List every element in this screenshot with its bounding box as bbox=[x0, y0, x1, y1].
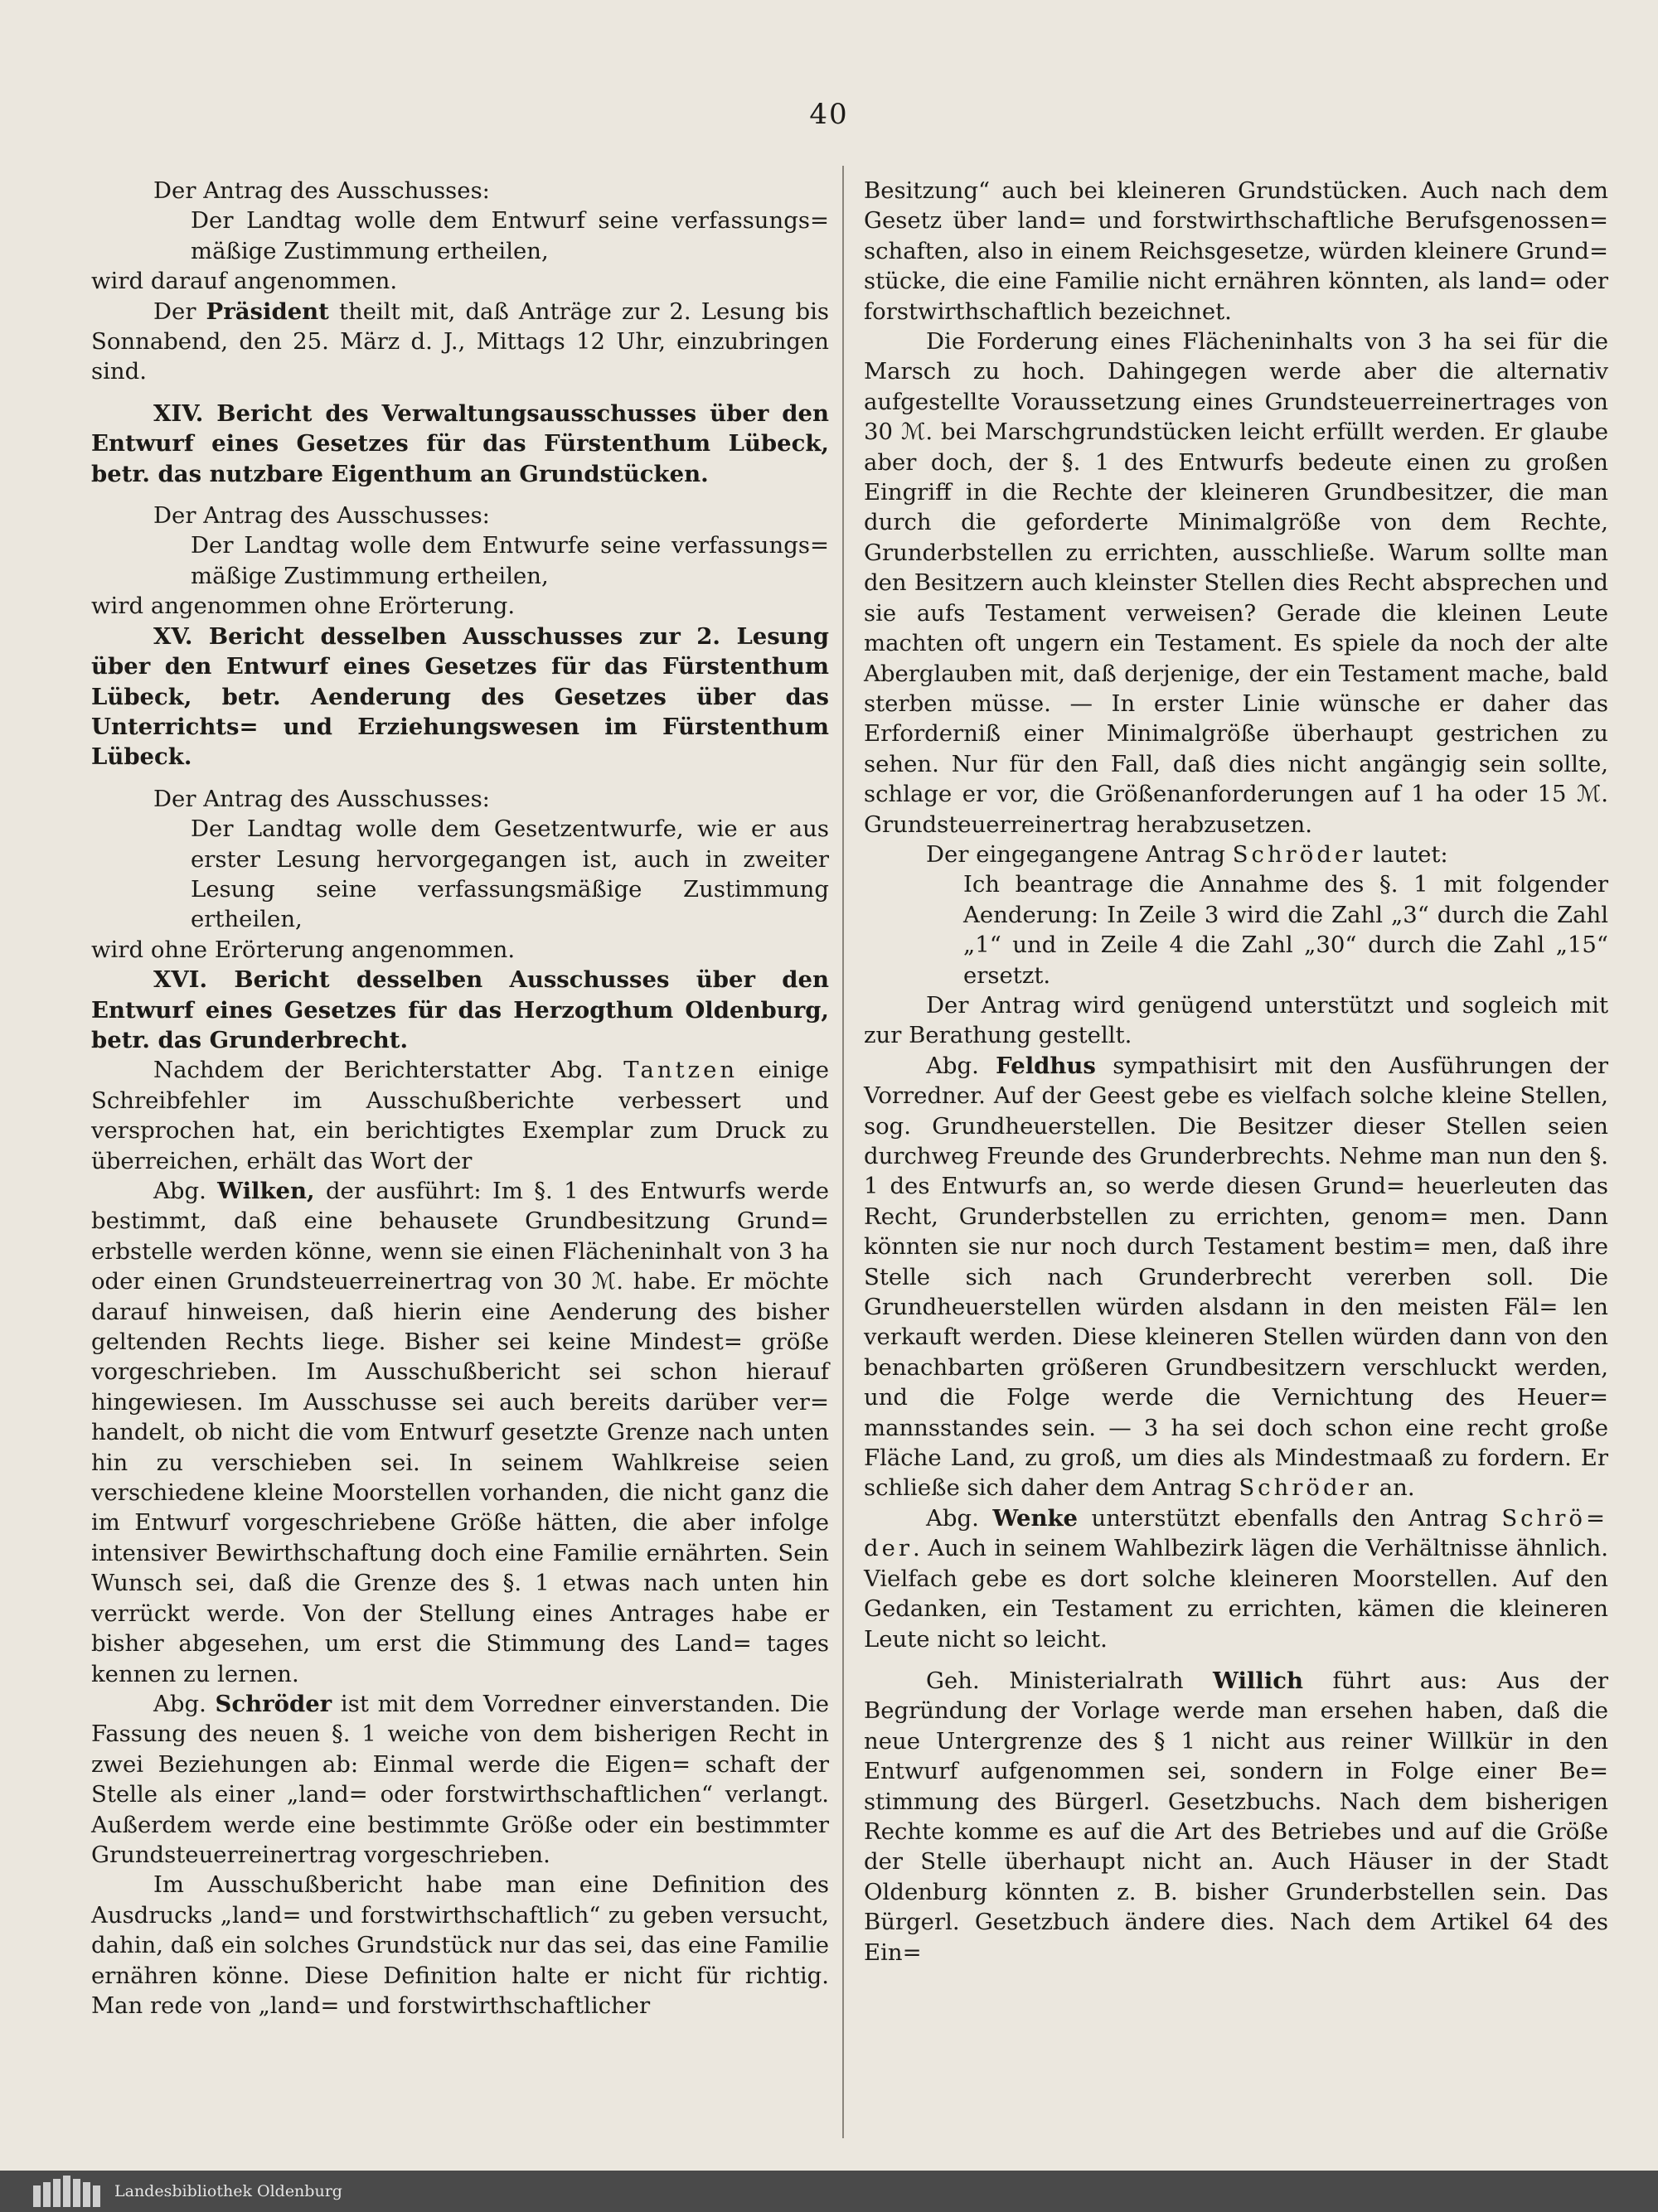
quoted-motion: Der Landtag wolle dem Entwurf seine verfassungs= mäßige Zustimmung ertheilen, bbox=[191, 207, 829, 264]
speaker-name: Präsident bbox=[206, 298, 329, 325]
paragraph: Der eingegangene Antrag Schröder lautet: bbox=[926, 840, 1448, 868]
paragraph: wird ohne Erörterung angenommen. bbox=[91, 936, 516, 963]
library-building-icon bbox=[33, 2176, 103, 2207]
paragraph: Der Präsident theilt mit, daß Anträge zur 2. Lesung bis Sonnabend, den 25. März d. J., Mittags 12 Uhr, einzubringen sind. bbox=[91, 298, 829, 385]
paragraph: Geh. Ministerialrath Willich führt aus: Aus der Begründung der Vorlage werde man ersehen haben, daß die neue Untergrenze des § 1 nicht aus reiner Willkür in den Entwurf aufgenommen sei, sondern in Folge einer Be= stimmung des Bürgerl. Gesetzbuchs. Nach dem bisherigen Rechte komme es auf die Art des Betriebes und auf die Größe der Stelle überhaupt nicht an. Auch Häuser in der Stadt Oldenburg könnten z. B. bisher Grunderbstellen sein. Das Bürgerl. Gesetzbuch ändere dies. Nach dem Artikel 64 des Ein= bbox=[864, 1667, 1608, 1966]
paragraph: Nachdem der Berichterstatter Abg. Tantzen einige Schreibfehler im Ausschußberichte verbessert und versprochen hat, ein berichtigtes Exemplar zum Druck zu überreichen, erhält das Wort der bbox=[91, 1057, 829, 1174]
speaker-name: Tantzen bbox=[623, 1057, 739, 1084]
section-heading: XV. Bericht desselben Ausschusses zur 2. Lesung über den Entwurf eines Gesetzes für das Fürstenthum Lübeck, betr. Aenderung des Gesetzes über das Unterrichts= und Erziehungswesen im Fürstenthum Lübeck. bbox=[91, 622, 829, 771]
paragraph: Im Ausschußbericht habe man eine Definition des Ausdrucks „land= und forstwirthschaftlich“ zu geben versucht, dahin, daß ein solches Grundstück nur das sei, das eine Familie ernähren könne. Diese Definition halte er nicht für richtig. Man rede von „land= und forstwirthschaftlicher bbox=[91, 1871, 829, 2019]
left-column bbox=[91, 176, 829, 2021]
page-number: 40 bbox=[809, 98, 849, 131]
paragraph: Abg. Feldhus sympathisirt mit den Ausführungen der Vorredner. Auf der Geest gebe es vielfach solche kleine Stellen, sog. Grundheuerstellen. Die Besitzer dieser Stellen seien durchweg Freunde des Grunderbrechts. Nehme man nun den §. 1 des Entwurfs an, so werde diesen Grund= heuerleuten das Recht, Grunderbstellen zu errichten, genom= men. Dann könnten sie nur noch durch Testament bestim= men, daß ihre Stelle sich nach Grunderbrecht vererben soll. Die Grundheuerstellen würden alsdann in den meisten Fäl= len verkauft werden. Diese kleineren Stellen würden dann von den benachbarten größeren Grundbesitzern verschluckt werden, und die Folge werde die Vernichtung des Heuer= mannsstandes sein. — 3 ha sei doch schon eine recht große Fläche Land, zu groß, um dies als Mindestmaaß zu fordern. Er schließe sich daher dem Antrag Schröder an. bbox=[864, 1052, 1608, 1502]
speaker-name: Schrö= der bbox=[864, 1504, 1609, 1562]
quoted-motion: Der Landtag wolle dem Gesetzentwurfe, wie er aus erster Lesung hervorgegangen ist, auch in zweiter Lesung seine verfassungsmäßige Zustimmung ertheilen, bbox=[191, 816, 829, 933]
paragraph: Der Antrag des Ausschusses: bbox=[153, 502, 490, 530]
speaker-name: Wilken, bbox=[217, 1178, 315, 1204]
quoted-motion: Der Landtag wolle dem Entwurfe seine verfassungs= mäßige Zustimmung ertheilen, bbox=[191, 532, 829, 589]
footer-bar bbox=[0, 2171, 1658, 2212]
speaker-name: Wenke bbox=[992, 1504, 1078, 1532]
quoted-motion: Ich beantrage die Annahme des §. 1 mit folgender Aenderung: In Zeile 3 wird die Zahl „3“ durch die Zahl „1“ und in Zeile 4 die Zahl „30“ durch die Zahl „15“ ersetzt. bbox=[963, 871, 1608, 989]
paragraph: Abg. Wenke unterstützt ebenfalls den Antrag Schrö= der. Auch in seinem Wahlbezirk lägen die Verhältnisse ähnlich. Vielfach gebe es dort solche kleineren Moorstellen. Auf den Gedanken, ein Testament zu errichten, kämen die kleineren Leute nicht so leicht. bbox=[864, 1504, 1609, 1653]
section-heading: XVI. Bericht desselben Ausschusses über den Entwurf eines Gesetzes für das Herzogthum Oldenburg, betr. das Grunderbrecht. bbox=[91, 966, 829, 1053]
paragraph: Der Antrag wird genügend unterstützt und sogleich mit zur Berathung gestellt. bbox=[864, 991, 1608, 1049]
paragraph: Abg. Wilken, der ausführt: Im §. 1 des Entwurfs werde bestimmt, daß eine behausete Grundbesitzung Grund= erbstelle werden könne, wenn sie einen Flächeninhalt von 3 ha oder einen Grundsteuerreinertrag von 30 ℳ. habe. Er möchte darauf hinweisen, daß hierin eine Aenderung des bisher geltenden Rechts liege. Bisher sei keine Mindest= größe vorgeschrieben. Im Ausschußbericht sei schon hierauf hingewiesen. Im Ausschusse sei auch bereits darüber ver= handelt, ob nicht die vom Entwurf gesetzte Grenze nach unten hin zu verschieben sei. In seinem Wahlkreise seien verschiedene kleine Moorstellen vorhanden, die nicht ganz die im Entwurf vorgeschriebene Größe hätten, die aber infolge intensiver Bewirthschaftung doch eine Familie ernährten. Sein Wunsch sei, daß die Grenze des §. 1 etwas nach unten hin verrückt werde. Von der Stellung eines Antrages habe er bisher abgesehen, um erst die Stimmung des Land= tages kennen zu lernen. bbox=[91, 1178, 829, 1687]
paragraph: wird angenommen ohne Erörterung. bbox=[91, 593, 516, 620]
right-column bbox=[864, 176, 1608, 1968]
column-divider bbox=[842, 166, 844, 2138]
speaker-name: Willich bbox=[1213, 1667, 1303, 1694]
speaker-name: Schröder bbox=[1239, 1474, 1373, 1502]
paragraph: wird darauf angenommen. bbox=[91, 268, 398, 295]
speaker-name: Schröder bbox=[215, 1690, 332, 1717]
paragraph: Der Antrag des Ausschusses: bbox=[153, 177, 490, 204]
paragraph: Der Antrag des Ausschusses: bbox=[153, 785, 490, 812]
paragraph: Abg. Schröder ist mit dem Vorredner einverstanden. Die Fassung des neuen §. 1 weiche von dem bisherigen Recht in zwei Beziehungen ab: Einmal werde die Eigen= schaft der Stelle als einer „land= oder forstwirthschaftlichen“ verlangt. Außerdem werde eine bestimmte Größe oder ein bestimmter Grundsteuerreinertrag vorgeschrieben. bbox=[91, 1690, 829, 1868]
paragraph: Besitzung“ auch bei kleineren Grundstücken. Auch nach dem Gesetz über land= und forstwirthschaftliche Berufsgenossen= schaften, also in einem Reichsgesetze, würden kleinere Grund= stücke, die eine Familie nicht ernähren könnten, als land= oder forstwirthschaftlich bezeichnet. bbox=[864, 177, 1608, 325]
section-heading: XIV. Bericht des Verwaltungsausschusses über den Entwurf eines Gesetzes für das Fürstenthum Lübeck, betr. das nutzbare Eigenthum an Grundstücken. bbox=[91, 399, 829, 487]
paragraph: Die Forderung eines Flächeninhalts von 3 ha sei für die Marsch zu hoch. Dahingegen werde aber die alternativ aufgestellte Voraussetzung eines Grundsteuerreinertrages von 30 ℳ. bei Marschgrundstücken leicht erfüllt werden. Er glaube aber doch, der §. 1 des Entwurfs bedeute einen zu großen Eingriff in die Rechte der kleineren Grundbesitzer, die man durch die geforderte Minimalgröße von dem Rechte, Grunderbstellen zu errichten, ausschließe. Warum sollte man den Besitzern auch kleinster Stellen dies Recht absprechen und sie aufs Testament verweisen? Gerade die kleinen Leute machten oft ungern ein Testament. Es spiele da noch der alte Aberglauben mit, daß derjenige, der ein Testament mache, bald sterben müsse. — In erster Linie wünsche er daher das Erforderniß einer Minimalgröße überhaupt gestrichen zu sehen. Nur für den Fall, daß dies nicht angängig sein sollte, schlage er vor, die Größenanforderungen auf 1 ha oder 15 ℳ. Grundsteuerreinertrag herabzusetzen. bbox=[864, 328, 1608, 838]
speaker-name: Feldhus bbox=[996, 1052, 1096, 1079]
footer-library-name: Landesbibliothek Oldenburg bbox=[114, 2182, 342, 2200]
speaker-name: Schröder bbox=[1232, 840, 1366, 868]
